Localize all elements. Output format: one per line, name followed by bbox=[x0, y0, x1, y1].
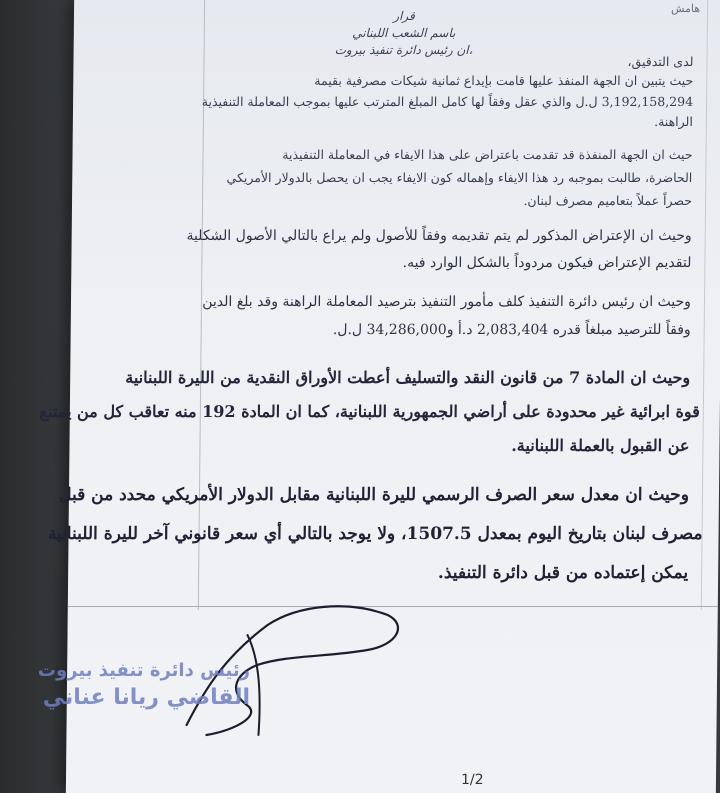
header-court: ان رئيس دائرة تنفيذ بيروت، bbox=[334, 43, 473, 57]
paragraph-2-line-3: حصراً عملاً بتعاميم مصرف لبنان. bbox=[523, 193, 693, 208]
paragraph-1-line-2: حيث يتبين ان الجهة المنفذ عليها قامت بإيداع ثمانية شيكات مصرفية بقيمة bbox=[314, 73, 694, 88]
corner-note: هامش bbox=[670, 2, 701, 15]
paragraph-3-line-2: لتقديم الإعتراض فيكون مردوداً بالشكل الوارد فيه. bbox=[402, 255, 692, 271]
paragraph-6-line-3: يمكن إعتماده من قبل دائرة التنفيذ. bbox=[437, 563, 689, 583]
paragraph-2-line-2: الحاضرة، طالبت بموجبه رد هذا الايفاء وإهماله كون الايفاء يجب ان يحصل بالدولار الأمريكي bbox=[226, 170, 693, 185]
paragraph-6-line-2: مصرف لبنان بتاريخ اليوم بمعدل 1507.5، ولا يوجد بالتالي أي سعر قانوني آخر لليرة اللبنانية bbox=[47, 524, 703, 544]
paragraph-1-line-4: الراهنة. bbox=[654, 114, 693, 129]
paragraph-5-line-1: وحيث ان المادة 7 من قانون النقد والتسليف أعطت الأوراق النقدية من الليرة اللبنانية bbox=[125, 368, 691, 387]
paragraph-3-line-1: وحيث ان الإعتراض المذكور لم يتم تقديمه وفقاً للأصول ولم يراع بالتالي الأصول الشكلية bbox=[186, 228, 692, 244]
paragraph-5-line-3: عن القبول بالعملة اللبنانية. bbox=[511, 436, 690, 455]
header-title: قرار bbox=[393, 9, 415, 23]
decision-header bbox=[274, 8, 535, 59]
paragraph-5-line-2: قوة ابرائية غير محدودة على أراضي الجمهورية اللبنانية، كما ان المادة 192 منه تعاقب كل من يمتنع bbox=[39, 402, 700, 421]
stamp-line-2: القاضي ريانا عناني bbox=[42, 685, 250, 710]
paragraph-2-line-1: حيث ان الجهة المنفذة قد تقدمت باعتراض على هذا الايفاء في المعاملة التنفيذية bbox=[282, 147, 693, 162]
paragraph-4-line-1: وحيث ان رئيس دائرة التنفيذ كلف مأمور التنفيذ بترصيد المعاملة الراهنة وقد بلغ الدين bbox=[202, 294, 692, 310]
paragraph-1-line-1: لدى التدقيق، bbox=[627, 54, 694, 69]
paragraph-6-line-1: وحيث ان معدل سعر الصرف الرسمي لليرة اللبنانية مقابل الدولار الأمريكي محدد من قبل bbox=[59, 485, 690, 505]
paragraph-4-line-2: وفقاً للترصيد مبلغاً قدره 2,083,404 د.أ و34,286,000 ل.ل. bbox=[332, 322, 691, 338]
header-people: باسم الشعب اللبناني bbox=[352, 26, 456, 40]
paragraph-1-line-3: 3,192,158,294 ل.ل والذي عقل وفقاً لها كامل المبلغ المترتب عليها بموجب المعاملة التنفيذية bbox=[201, 94, 694, 109]
page-number: 1/2 bbox=[460, 772, 484, 788]
stamp-line-1: رئيس دائرة تنفيذ بيروت bbox=[37, 660, 250, 681]
margin-line-right bbox=[701, 0, 708, 610]
judge-stamp bbox=[0, 660, 250, 710]
